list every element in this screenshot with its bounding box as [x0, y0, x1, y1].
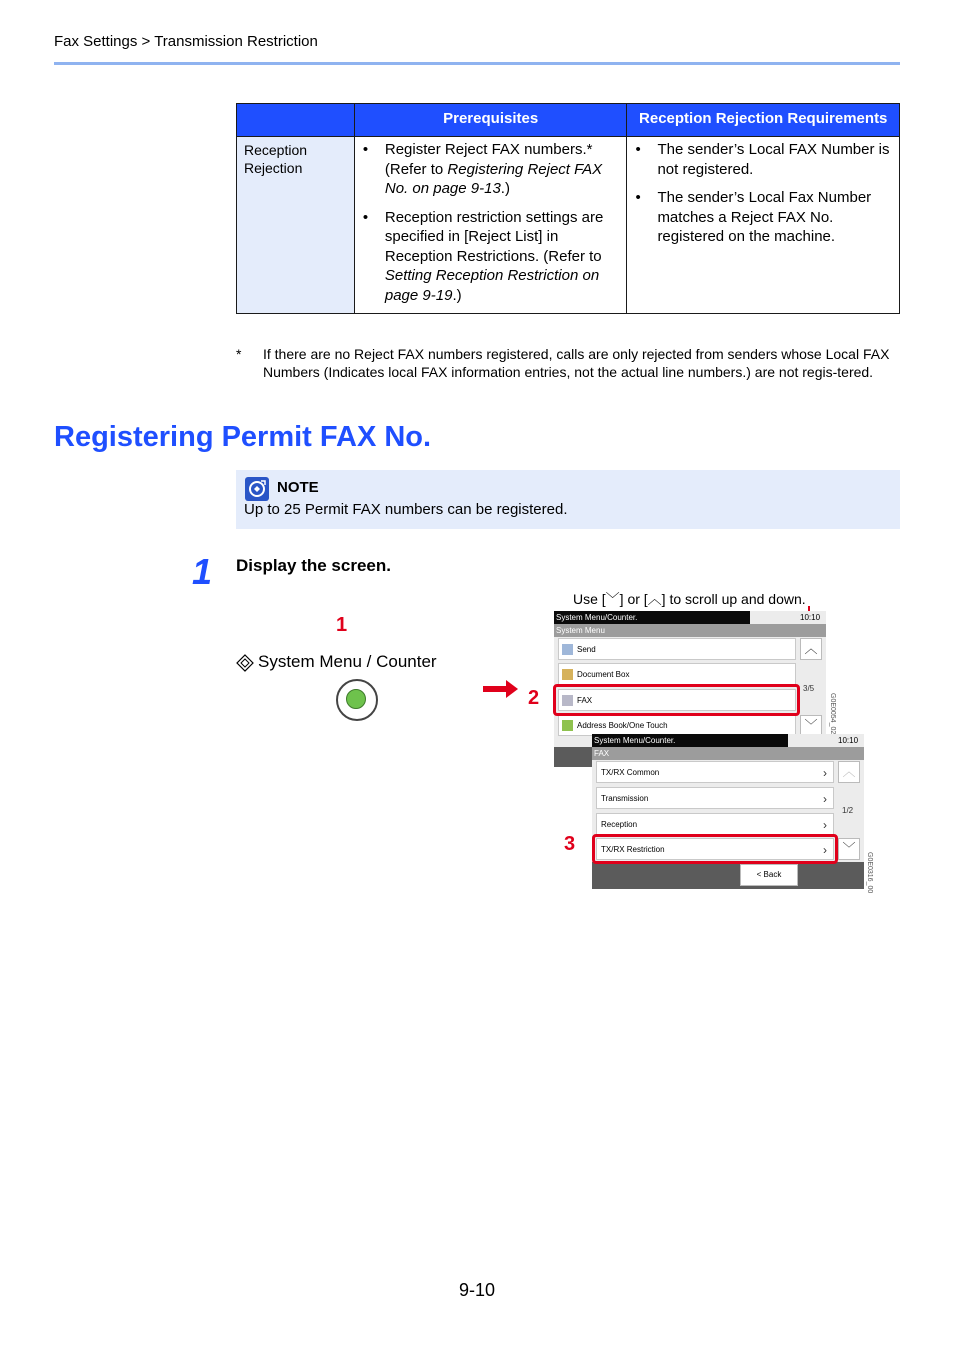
scroll-down-button[interactable]: ﹀ [838, 838, 860, 860]
callout-2: 2 [528, 687, 540, 709]
scroll-up-button[interactable]: ︿ [838, 761, 860, 783]
footnote-marker: * [236, 346, 242, 362]
list-item: • The sender’s Local FAX Number is not registered. [635, 140, 891, 179]
screen-time: 10:10 [838, 736, 859, 745]
figure-code: G0E0316_00 [866, 852, 873, 894]
scroll-up-button[interactable]: ︿ [800, 638, 822, 660]
menu-item-txrx-restriction[interactable]: TX/RX Restriction › [596, 838, 834, 860]
footnote-text: If there are no Reject FAX numbers registered, calls are only rejected from senders whose Local FAX Numbers (Indicates local FAX information entries, not the actual line numbers.) are not regis-tered. [263, 346, 890, 380]
note-text: Up to 25 Permit FAX numbers can be registered. [244, 501, 568, 518]
list-item: • Reception restriction settings are specified in [Reject List] in Reception Restrictions. (Refer to Setting Reception Restriction on page 9-19.) [363, 208, 619, 306]
scroll-down-button[interactable]: ﹀ [800, 715, 822, 737]
screen-bottom-bar [592, 862, 864, 889]
list-item: • Register Reject FAX numbers.* (Refer to Registering Reject FAX No. on page 9-13.) [363, 140, 619, 199]
figure-code: G0E0054_02 [829, 693, 836, 735]
prerequisites-cell [354, 137, 627, 314]
note-box [236, 470, 900, 529]
arrow-head-2 [506, 680, 518, 698]
callout-1: 1 [336, 614, 348, 636]
breadcrumb: Fax Settings > Transmission Restriction [54, 33, 318, 50]
table-header-requirements: Reception Rejection Requirements [627, 104, 900, 137]
chevron-right-icon: › [823, 843, 827, 857]
screen-subtitle: System Menu [554, 624, 826, 637]
note-icon [245, 477, 269, 501]
screen-title: System Menu/Counter. [554, 611, 750, 624]
section-title: Registering Permit FAX No. [54, 421, 432, 453]
page-indicator: 1/2 [842, 806, 854, 815]
menu-item-address-book[interactable]: Address Book/One Touch [558, 714, 796, 736]
fax-settings-screen [592, 734, 873, 894]
page-number: 9-10 [458, 1280, 496, 1300]
highlight-txrx-restriction [592, 834, 838, 864]
chevron-right-icon: › [823, 792, 827, 806]
list-item: • The sender’s Local Fax Number matches a Reject FAX No. registered on the machine. [635, 188, 891, 247]
table-row [237, 137, 900, 314]
address-book-icon [562, 720, 573, 731]
table-header-prerequisites: Prerequisites [354, 104, 627, 137]
table-header-empty [237, 104, 355, 137]
key-indicator-light [346, 689, 366, 709]
row-label: Reception Rejection [237, 137, 355, 314]
menu-item-fax[interactable]: FAX [558, 689, 796, 711]
document-box-icon [562, 669, 573, 680]
screen-time: 10:10 [800, 613, 821, 622]
menu-item-transmission[interactable]: Transmission › [596, 787, 834, 809]
callout-3: 3 [564, 833, 576, 855]
requirements-cell [627, 137, 900, 314]
page-indicator: 3/5 [803, 684, 815, 693]
system-menu-icon [236, 654, 254, 677]
screen-title: System Menu/Counter. [592, 734, 788, 747]
chevron-right-icon: › [823, 766, 827, 780]
arrow-2 [483, 686, 507, 692]
chevron-right-icon: › [823, 818, 827, 832]
note-label: NOTE [277, 479, 319, 496]
screen-subtitle: FAX [592, 747, 864, 760]
system-menu-counter-label: System Menu / Counter [258, 652, 437, 671]
menu-item-reception[interactable]: Reception › [596, 813, 834, 835]
send-icon [562, 644, 573, 655]
reception-rejection-table [236, 103, 900, 314]
scroll-hint: Use [﹀] or [︿] to scroll up and down. [573, 591, 806, 607]
back-button[interactable]: < Back [740, 864, 798, 886]
step-text: Display the screen. [236, 556, 391, 575]
menu-item-document-box[interactable]: Document Box [558, 663, 796, 685]
menu-item-txrx-common[interactable]: TX/RX Common › [596, 761, 834, 783]
highlight-fax [553, 684, 800, 716]
menu-item-send[interactable]: Send [558, 638, 796, 660]
footnote [236, 345, 900, 381]
header-divider [54, 62, 900, 65]
step-number: 1 [192, 551, 213, 592]
